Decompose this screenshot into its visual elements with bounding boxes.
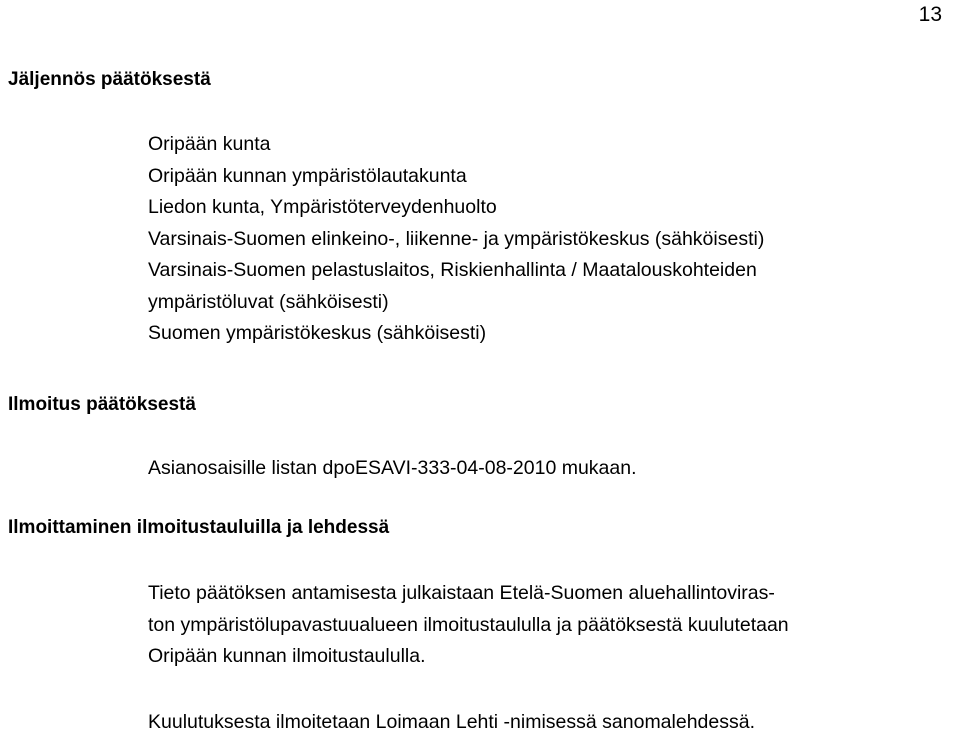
recipient-item: Oripään kunnan ympäristölautakunta [148,164,467,187]
section-heading-decision-copy: Jäljennös päätöksestä [8,69,211,90]
public-notice-paragraph-1 [148,578,948,673]
public-notice-line: Kuulutuksesta ilmoitetaan Loimaan Lehti -nimisessä sanomalehdessä. [148,711,756,733]
public-notice-line: Oripään kunnan ilmoitustaululla. [148,645,426,667]
recipient-item: ympäristöluvat (sähköisesti) [148,290,389,313]
recipient-item: Varsinais-Suomen pelastuslaitos, Riskienhallinta / Maatalouskohteiden [148,259,757,281]
public-notice-line: ton ympäristölupavastuualueen ilmoitustaululla ja päätöksestä kuulutetaan [148,613,789,636]
recipient-item: Oripään kunta [148,133,271,155]
decision-notice-line: Asianosaisille listan dpoESAVI-333-04-08-2010 mukaan. [148,457,637,479]
recipient-list [148,129,948,350]
recipient-item: Suomen ympäristökeskus (sähköisesti) [148,322,487,344]
public-notice-line: Tieto päätöksen antamisesta julkaistaan Etelä-Suomen aluehallintoviras- [148,582,775,604]
page-number: 13 [918,3,942,26]
recipient-item: Liedon kunta, Ympäristöterveydenhuolto [148,196,497,218]
section-heading-decision-notice: Ilmoitus päätöksestä [8,394,196,415]
recipient-item: Varsinais-Suomen elinkeino-, liikenne- ja ympäristökeskus (sähköisesti) [148,227,765,250]
decision-notice-text [148,453,948,485]
section-heading-public-notice: Ilmoittaminen ilmoitustauluilla ja lehdessä [8,517,390,538]
